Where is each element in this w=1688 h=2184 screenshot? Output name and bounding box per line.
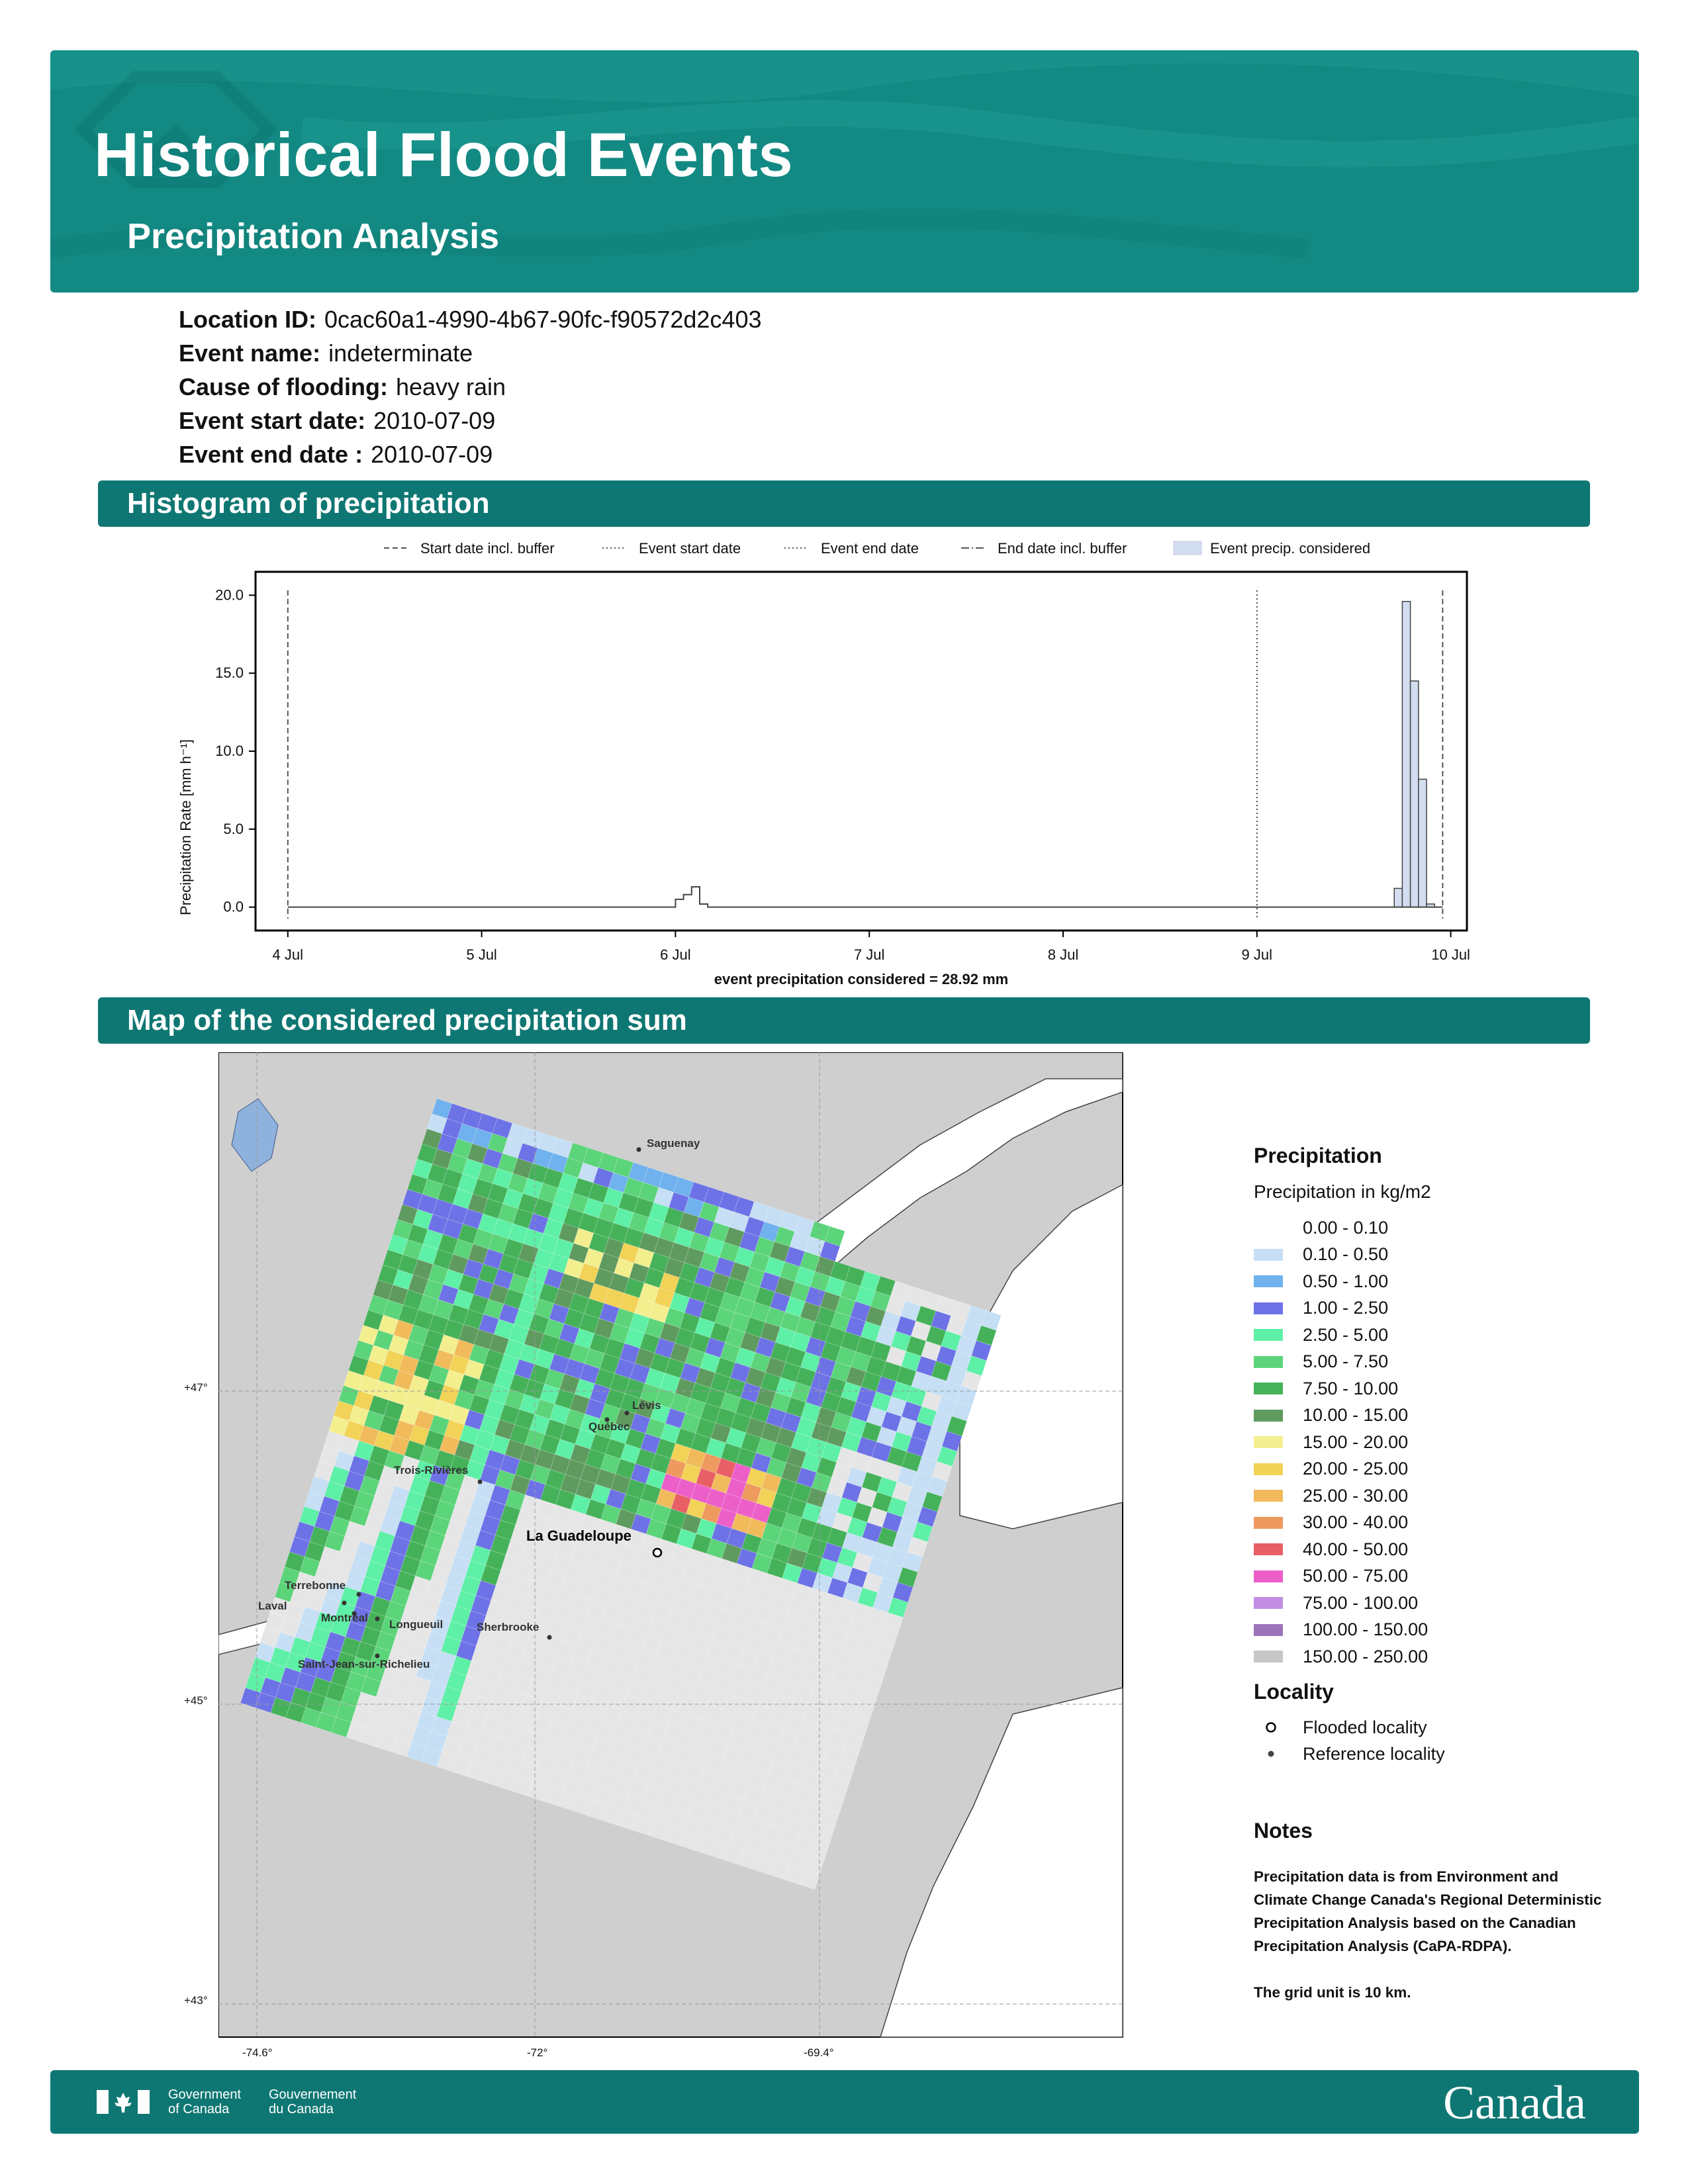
- x-tick-label: 4 Jul: [272, 946, 304, 963]
- legend-event-start: Event start date: [639, 540, 741, 557]
- lat-label: +43°: [184, 1994, 208, 2007]
- map-legend: [1254, 1144, 1624, 1764]
- canada-flag-icon: [97, 2090, 150, 2116]
- legend-swatch: [1254, 1651, 1283, 1662]
- locality-title: Locality: [1254, 1680, 1334, 1704]
- info-value: 2010-07-09: [373, 407, 496, 434]
- legend-swatch: [1254, 1302, 1283, 1314]
- legend-reference-label: Reference locality: [1303, 1743, 1445, 1764]
- legend-swatch: [1254, 1490, 1283, 1502]
- precip-bar: [1402, 602, 1410, 907]
- canada-wordmark: Canada: [1443, 2076, 1586, 2129]
- reference-locality-marker: [637, 1148, 641, 1152]
- gov-en-line2: of Canada: [168, 2102, 230, 2116]
- legend-swatch: [1254, 1624, 1283, 1636]
- info-cause: [179, 373, 506, 401]
- legend-class-label: 1.00 - 2.50: [1303, 1298, 1389, 1318]
- locality-label: Montréal: [321, 1612, 368, 1624]
- lat-label: +47°: [184, 1381, 208, 1394]
- y-tick-label: 5.0: [223, 820, 244, 837]
- reference-locality-marker: [625, 1411, 630, 1416]
- chart-legend: [384, 540, 1370, 557]
- header-banner: [50, 50, 1639, 293]
- section-map: Map of the considered precipitation sum: [98, 997, 1590, 1044]
- info-label: Location ID:: [179, 306, 316, 333]
- legend-event-end: Event end date: [821, 540, 919, 557]
- legend-class-row: [1254, 1482, 1408, 1509]
- legend-class-label: 30.00 - 40.00: [1303, 1512, 1409, 1532]
- legend-class-row: [1254, 1322, 1388, 1348]
- precip-bar: [1419, 779, 1427, 907]
- reference-locality-marker: [342, 1601, 347, 1606]
- info-event-name: [179, 340, 473, 367]
- legend-start-buffer: Start date incl. buffer: [420, 540, 555, 557]
- reference-locality-marker: [375, 1617, 380, 1621]
- info-label: Event end date :: [179, 441, 363, 468]
- footer: [50, 2070, 1639, 2134]
- legend-class-label: 0.00 - 0.10: [1303, 1217, 1389, 1238]
- x-tick-label: 5 Jul: [466, 946, 497, 963]
- notes-body: [1254, 1865, 1611, 2004]
- x-axis-label: event precipitation considered = 28.92 mm: [714, 971, 1009, 987]
- legend-swatch: [1254, 1329, 1283, 1341]
- legend-class-row: [1254, 1536, 1408, 1563]
- info-label: Cause of flooding:: [179, 373, 388, 400]
- gov-en: [168, 2087, 241, 2116]
- legend-swatch: [1254, 1517, 1283, 1529]
- precip-bar: [1411, 681, 1419, 907]
- legend-class-label: 100.00 - 150.00: [1303, 1619, 1429, 1639]
- notes-grid-unit: The grid unit is 10 km.: [1254, 1984, 1411, 2001]
- info-value: heavy rain: [395, 373, 506, 400]
- notes-title: Notes: [1254, 1819, 1313, 1843]
- legend-swatch: [1254, 1436, 1283, 1448]
- lon-label: -74.6°: [242, 2046, 273, 2059]
- legend-class-row: [1254, 1242, 1388, 1268]
- legend-swatch: [1254, 1383, 1283, 1394]
- legend-class-row: [1254, 1295, 1388, 1322]
- legend-event-precip: Event precip. considered: [1210, 540, 1371, 557]
- precipitation-histogram: [152, 523, 1542, 999]
- gov-en-line1: Government: [168, 2087, 242, 2102]
- info-start-date: [179, 407, 495, 435]
- legend-swatch: [1254, 1463, 1283, 1475]
- y-tick-label: 20.0: [215, 586, 244, 604]
- legend-class-label: 15.00 - 20.00: [1303, 1432, 1409, 1452]
- legend-class-row: [1254, 1214, 1388, 1241]
- legend-swatch: [1254, 1597, 1283, 1609]
- x-tick-label: 8 Jul: [1047, 946, 1079, 963]
- gov-fr-line2: du Canada: [269, 2102, 334, 2116]
- locality-label: Terrebonne: [285, 1579, 346, 1592]
- legend-swatch: [1254, 1249, 1283, 1261]
- x-tick-label: 9 Jul: [1241, 946, 1273, 963]
- legend-class-row: [1254, 1349, 1388, 1375]
- info-value: indeterminate: [328, 340, 473, 367]
- locality-label: Lévis: [632, 1399, 661, 1412]
- legend-flooded: [1254, 1714, 1427, 1741]
- legend-class-label: 2.50 - 5.00: [1303, 1324, 1389, 1345]
- legend-class-label: 150.00 - 250.00: [1303, 1646, 1429, 1666]
- legend-class-label: 5.00 - 7.50: [1303, 1351, 1389, 1371]
- legend-class-label: 50.00 - 75.00: [1303, 1566, 1409, 1586]
- lon-label: -69.4°: [804, 2046, 834, 2059]
- legend-title: Precipitation: [1254, 1144, 1382, 1167]
- legend-class-row: [1254, 1268, 1388, 1295]
- x-tick-label: 7 Jul: [853, 946, 885, 963]
- locality-label: La Guadeloupe: [526, 1527, 632, 1544]
- x-tick-label: 10 Jul: [1431, 946, 1470, 963]
- y-tick-label: 15.0: [215, 664, 244, 682]
- legend-swatch: [1254, 1222, 1283, 1234]
- page-subtitle: Precipitation Analysis: [127, 216, 500, 256]
- reference-locality-marker: [357, 1592, 361, 1597]
- legend-flooded-label: Flooded locality: [1303, 1717, 1427, 1737]
- info-value: 0cac60a1-4990-4b67-90fc-f90572d2c403: [324, 306, 762, 333]
- x-tick-label: 6 Jul: [660, 946, 691, 963]
- info-end-date: [179, 441, 492, 469]
- legend-subtitle: Precipitation in kg/m2: [1254, 1181, 1431, 1202]
- info-location-id: [179, 306, 762, 334]
- legend-class-row: [1254, 1402, 1408, 1429]
- info-label: Event name:: [179, 340, 321, 367]
- plot-area: [256, 572, 1467, 931]
- legend-end-buffer: End date incl. buffer: [998, 540, 1127, 557]
- y-tick-label: 0.0: [223, 898, 244, 915]
- lat-label: +45°: [184, 1694, 208, 1707]
- legend-class-row: [1254, 1456, 1408, 1482]
- flooded-locality-marker: [653, 1549, 661, 1557]
- legend-class-row: [1254, 1617, 1428, 1643]
- legend-reference: [1254, 1741, 1445, 1767]
- page-title: Historical Flood Events: [94, 120, 794, 189]
- locality-label: Laval: [258, 1600, 287, 1612]
- info-value: 2010-07-09: [371, 441, 493, 468]
- legend-swatch: [1254, 1275, 1283, 1287]
- notes-text: Precipitation data is from Environment and Climate Change Canada's Regional Deterministic Precipitation Analysis based on the Canadian Precipitation Analysis (CaPA-RDPA).: [1254, 1868, 1602, 1954]
- legend-class-label: 25.00 - 30.00: [1303, 1485, 1409, 1506]
- y-tick-label: 10.0: [215, 743, 244, 759]
- section-histogram: Histogram of precipitation: [98, 480, 1590, 527]
- legend-swatch: [1254, 1543, 1283, 1555]
- locality-label: Longueuil: [389, 1618, 444, 1631]
- legend-swatch: [1254, 1570, 1283, 1582]
- legend-class-label: 0.50 - 1.00: [1303, 1271, 1389, 1291]
- legend-class-row: [1254, 1643, 1428, 1670]
- locality-label: Trois-Rivières: [394, 1464, 469, 1477]
- locality-label: Sherbrooke: [477, 1621, 539, 1633]
- legend-class-label: 0.10 - 0.50: [1303, 1244, 1389, 1264]
- gov-fr-line1: Gouvernement: [269, 2087, 357, 2102]
- locality-label: Saguenay: [647, 1137, 700, 1150]
- info-label: Event start date:: [179, 407, 366, 434]
- lon-label: -72°: [527, 2046, 548, 2059]
- legend-class-label: 20.00 - 25.00: [1303, 1459, 1409, 1479]
- precipitation-map: [218, 1052, 1125, 2045]
- legend-class-row: [1254, 1563, 1408, 1590]
- legend-class-label: 75.00 - 100.00: [1303, 1592, 1419, 1613]
- locality-label: Saint-Jean-sur-Richelieu: [298, 1658, 430, 1670]
- gov-fr: [269, 2087, 356, 2116]
- legend-class-row: [1254, 1375, 1398, 1402]
- legend-swatch: [1254, 1410, 1283, 1422]
- reference-locality-marker: [478, 1480, 483, 1484]
- legend-class-label: 40.00 - 50.00: [1303, 1539, 1409, 1559]
- precip-bar: [1394, 888, 1402, 907]
- locality-label: Québec: [588, 1420, 630, 1433]
- flooded-locality-icon: [1254, 1721, 1283, 1734]
- y-axis-label: Precipitation Rate [mm h⁻¹]: [177, 739, 194, 915]
- reference-locality-marker: [547, 1635, 552, 1640]
- legend-class-row: [1254, 1429, 1408, 1455]
- legend-class-label: 10.00 - 15.00: [1303, 1405, 1409, 1425]
- legend-class-row: [1254, 1590, 1418, 1616]
- reference-locality-icon: [1254, 1747, 1283, 1760]
- legend-class-label: 7.50 - 10.00: [1303, 1378, 1399, 1398]
- legend-class-row: [1254, 1510, 1408, 1536]
- legend-swatch: [1254, 1356, 1283, 1368]
